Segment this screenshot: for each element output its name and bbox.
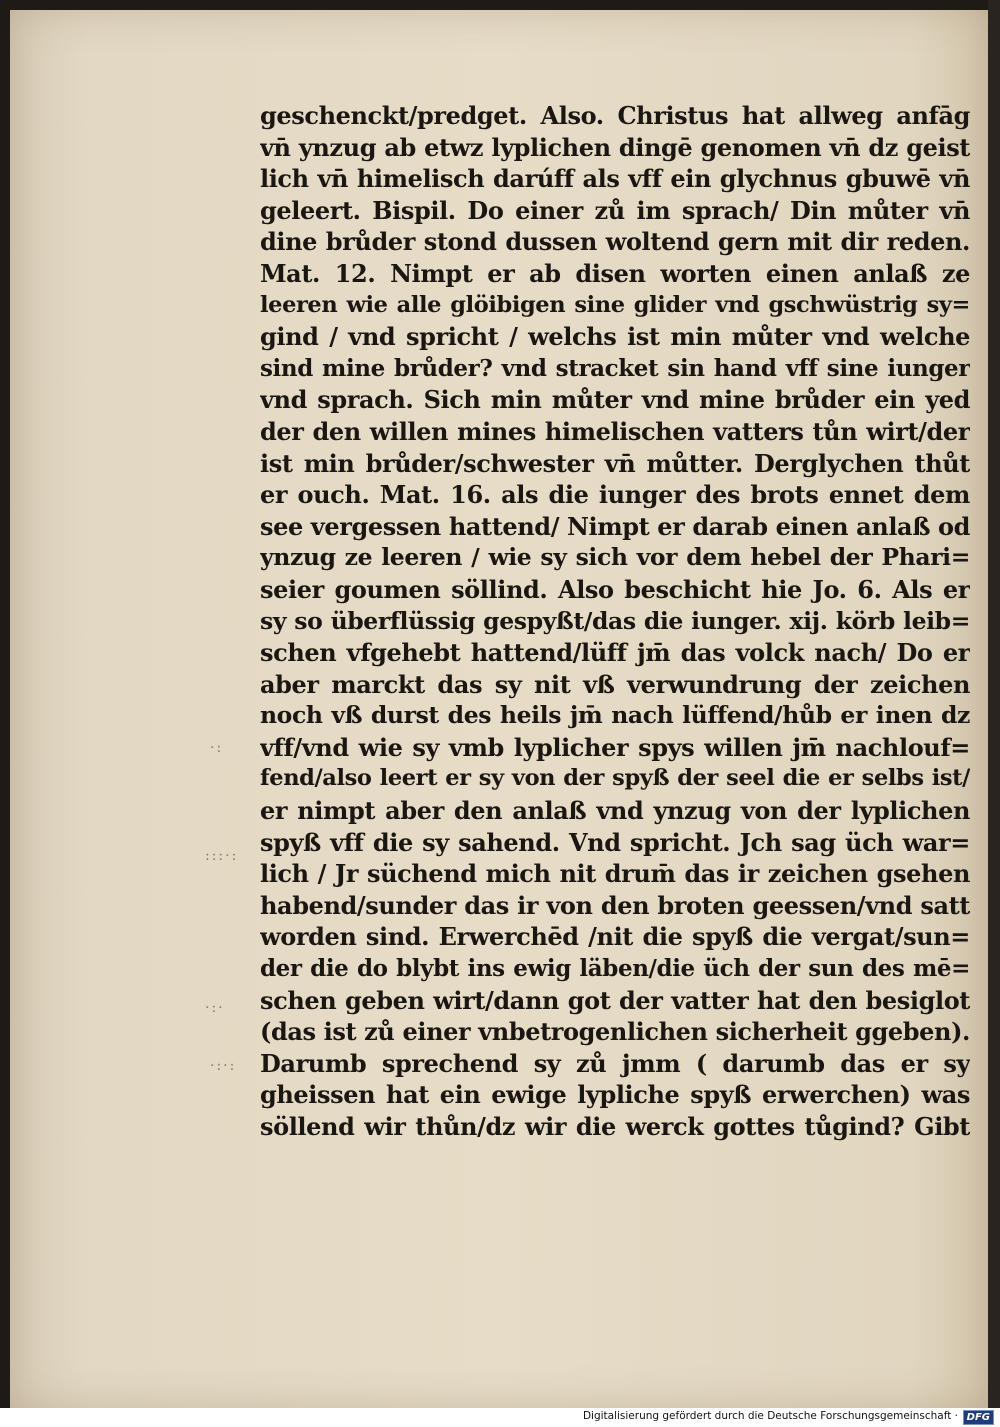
text-line: der die do blybt ins ewig läben/die üch der sun des mē= <box>260 955 970 983</box>
text-line: spyß vff die sy sahend. Vnd spricht. Jch sag üch war= <box>260 827 970 857</box>
text-line: lich vn̄ himelisch darúff als vff ein glychnus gbuwē vn̄ <box>260 164 970 194</box>
text-line: habend/sunder das ir von den broten geessen/vnd satt <box>260 890 970 920</box>
text-line: sy so überflüssig gespyßt/das die iunger. xij. körb leib= <box>260 606 970 635</box>
text-line: söllend wir thůn/dz wir die werck gottes tůgind? Gibt <box>260 1112 970 1141</box>
margin-mark: ·: <box>210 740 224 756</box>
text-line: worden sind. Erwerchēd /nit die spyß die vergat/sun= <box>260 922 970 952</box>
text-line: schen geben wirt/dann got der vatter hat den besiglot <box>260 985 970 1015</box>
text-line: sind mine brůder? vnd stracket sin hand vff sine iunger <box>260 354 970 382</box>
text-line: seier goumen söllind. Also beschicht hie Jo. 6. Als er <box>260 574 970 604</box>
text-line: (das ist zů einer vnbetrogenlichen sicherheit ggeben). <box>260 1017 970 1047</box>
funding-credit: Digitalisierung gefördert durch die Deutsche Forschungsgemeinschaft · <box>582 1410 958 1422</box>
text-line: vff/vnd wie sy vmb lyplicher spys willen jm̄ nachlouf= <box>260 732 970 762</box>
margin-mark: :::·: <box>205 848 239 864</box>
text-line: ynzug ze leeren / wie sy sich vor dem hebel der Phari= <box>260 543 970 572</box>
text-line: dine brůder stond dussen woltend gern mit dir reden. <box>260 227 970 257</box>
text-line: see vergessen hattend/ Nimpt er darab einen anlaß od <box>260 511 970 541</box>
text-line: aber marckt das sy nit vß verwundrung der zeichen <box>260 669 970 699</box>
text-line: schen vfgehebt hattend/lüff jm̄ das volck nach/ Do er <box>260 638 970 668</box>
text-line: geschenckt/predget. Also. Christus hat allweg anfāg <box>260 101 970 130</box>
page-text <box>260 100 980 1143</box>
text-line: gind / vnd spricht / welchs ist min můter vnd welche <box>260 322 970 352</box>
text-line: er ouch. Mat. 16. als die iunger des brots ennet dem <box>260 480 970 510</box>
text-line: geleert. Bispil. Do einer zů im sprach/ Din můter vn̄ <box>260 195 970 225</box>
text-line: fend/also leert er sy von der spyß der seel die er selbs ist/ <box>260 765 970 792</box>
text-line: lich / Jr süchend mich nit drum̄ das ir zeichen gsehen <box>260 859 970 889</box>
adjacent-leaf-edge <box>988 0 1000 1408</box>
book-page <box>10 10 988 1408</box>
text-line: gheissen hat ein ewige lypliche spyß erwerchen) was <box>260 1080 970 1110</box>
text-line: er nimpt aber den anlaß vnd ynzug von der lyplichen <box>260 796 970 826</box>
text-line: noch vß durst des heils jm̄ nach lüffend/hůb er inen dz <box>260 701 970 730</box>
text-line: vnd sprach. Sich min můter vnd mine brůder ein yed <box>260 385 970 415</box>
text-line: Darumb sprechend sy zů jmm ( darumb das er sy <box>260 1048 970 1078</box>
margin-mark: ·:·: <box>210 1058 237 1074</box>
dfg-logo: DFG <box>963 1410 994 1425</box>
text-line: vn̄ ynzug ab etwz lyplichen dingē genomen vn̄ dz geist <box>260 132 970 162</box>
text-line: leeren wie alle glöibigen sine glider vnd gschwüstrig sy= <box>260 291 970 318</box>
margin-mark: ·:· <box>205 1000 225 1016</box>
text-line: ist min brůder/schwester vn̄ můtter. Derglychen thůt <box>260 448 970 478</box>
text-line: der den willen mines himelischen vatters tůn wirt/der <box>260 416 970 446</box>
text-line: Mat. 12. Nimpt er ab disen worten einen anlaß ze <box>260 258 970 288</box>
